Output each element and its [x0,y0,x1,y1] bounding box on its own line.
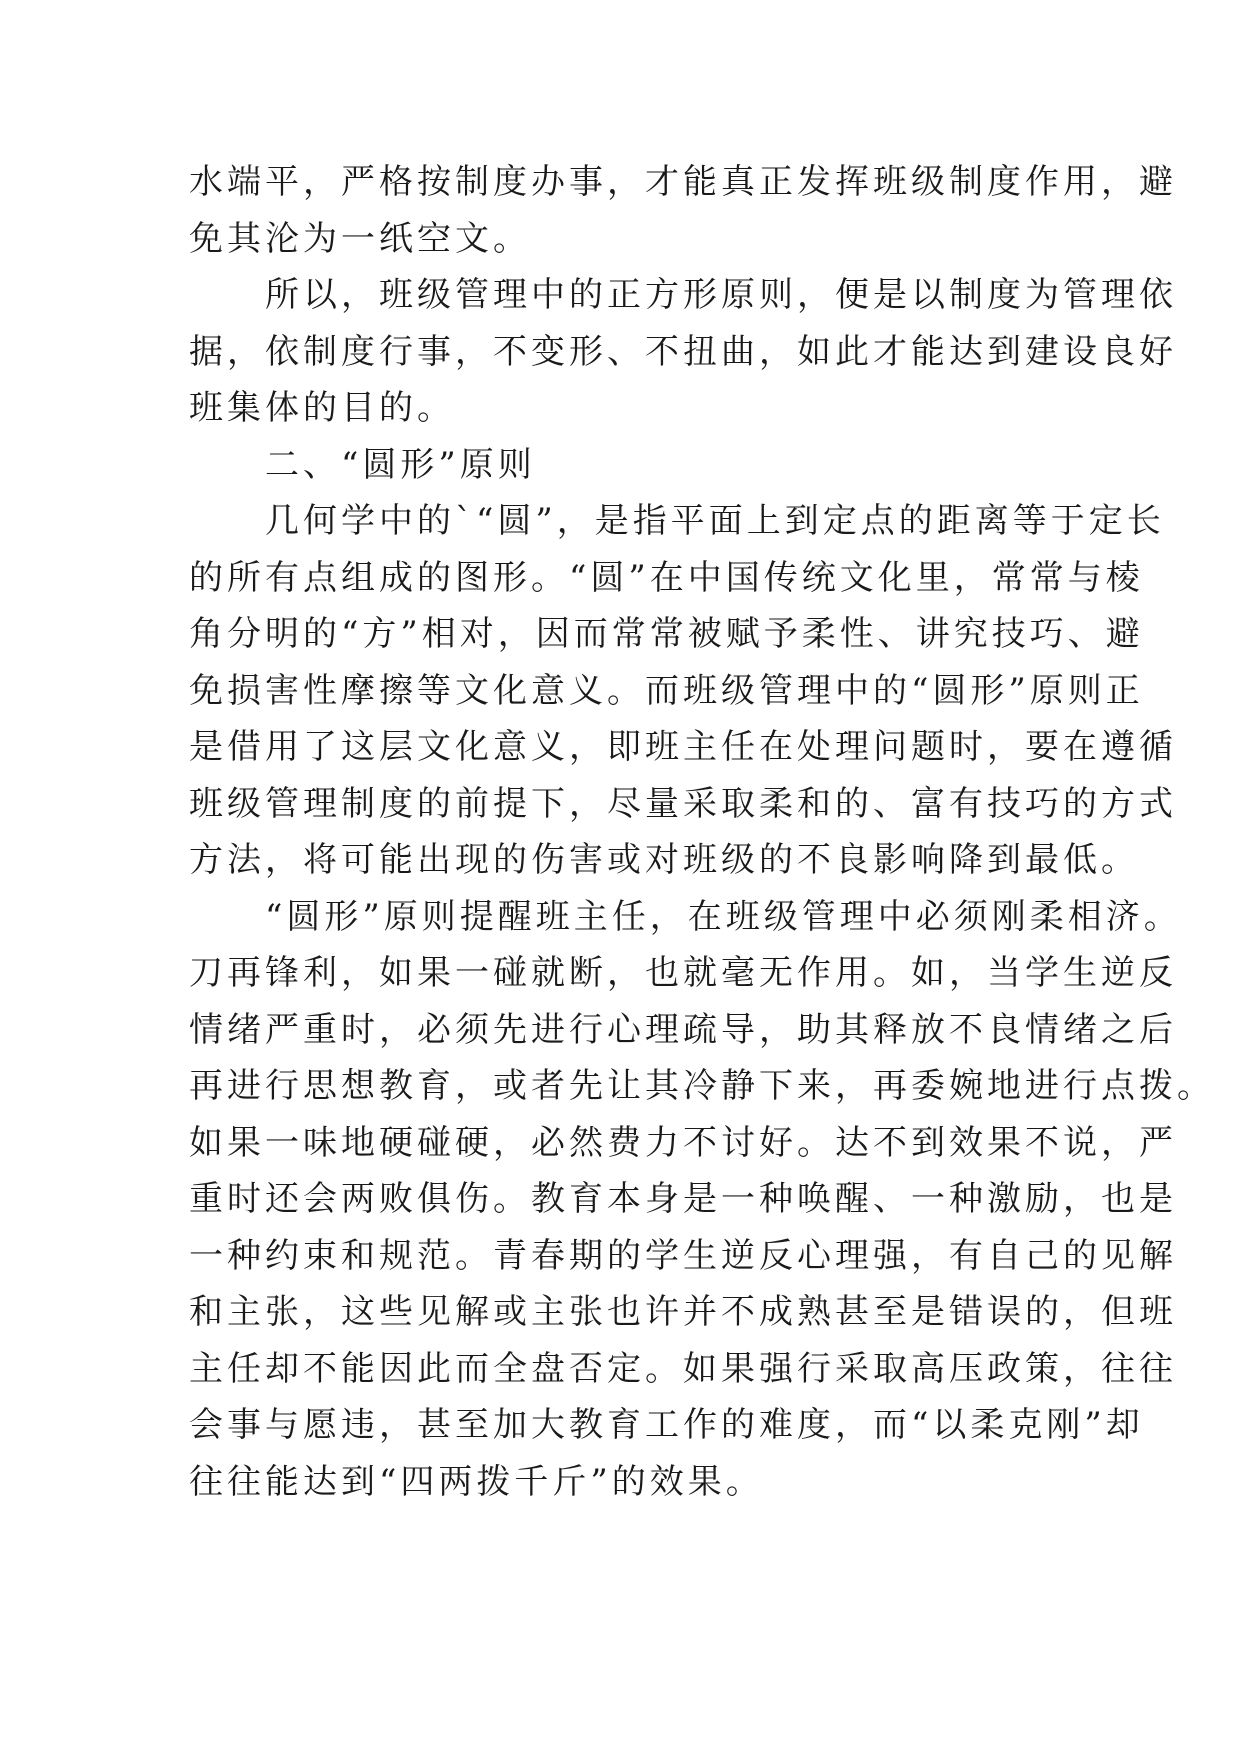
text-line: 是借用了这层文化意义，即班主任在处理问题时，要在遵循 [189,727,1177,767]
text-line: 刀再锋利，如果一碰就断，也就毫无作用。如，当学生逆反 [189,953,1177,993]
text-line: 情绪严重时，必须先进行心理疏导，助其释放不良情绪之后 [189,1009,1177,1050]
text-line: 据，依制度行事，不变形、不扭曲，如此才能达到建设良好 [189,331,1177,372]
section-heading: 二、“圆形”原则 [189,444,536,485]
document-body [189,154,1215,1510]
text-line: 再进行思想教育，或者先让其冷静下来，再委婉地进行点拨。 [189,1066,1215,1106]
text-line: 免损害性摩擦等文化意义。而班级管理中的“圆形”原则正 [189,670,1144,711]
text-line: 班集体的目的。 [189,388,455,428]
text-line: 重时还会两败俱伤。教育本身是一种唤醒、一种激励，也是 [189,1179,1177,1219]
text-line: 免其沦为一纸空文。 [189,218,531,259]
text-line: 会事与愿违，甚至加大教育工作的难度，而“以柔克刚”却 [189,1405,1144,1445]
text-line: 如果一味地硬碰硬，必然费力不讨好。达不到效果不说，严 [189,1122,1177,1163]
text-line: 的所有点组成的图形。“圆”在中国传统文化里，常常与棱 [189,557,1144,598]
text-line: 一种约束和规范。青春期的学生逆反心理强，有自己的见解 [189,1235,1177,1276]
text-line: 往往能达到“四两拨千斤”的效果。 [189,1461,764,1502]
text-line: 角分明的“方”相对，因而常常被赋予柔性、讲究技巧、避 [189,614,1144,654]
text-line: “圆形”原则提醒班主任，在班级管理中必须刚柔相济。 [189,896,1182,937]
text-line: 几何学中的`“圆”，是指平面上到定点的距离等于定长 [189,501,1165,541]
text-line: 所以，班级管理中的正方形原则，便是以制度为管理依 [189,275,1177,315]
text-line: 方法，将可能出现的伤害或对班级的不良影响降到最低。 [189,840,1139,880]
text-line: 水端平，严格按制度办事，才能真正发挥班级制度作用，避 [189,162,1177,202]
text-line: 主任却不能因此而全盘否定。如果强行采取高压政策，往往 [189,1348,1177,1389]
text-line: 和主张，这些见解或主张也许并不成熟甚至是错误的，但班 [189,1292,1177,1332]
text-line: 班级管理制度的前提下，尽量采取柔和的、富有技巧的方式 [189,783,1177,824]
